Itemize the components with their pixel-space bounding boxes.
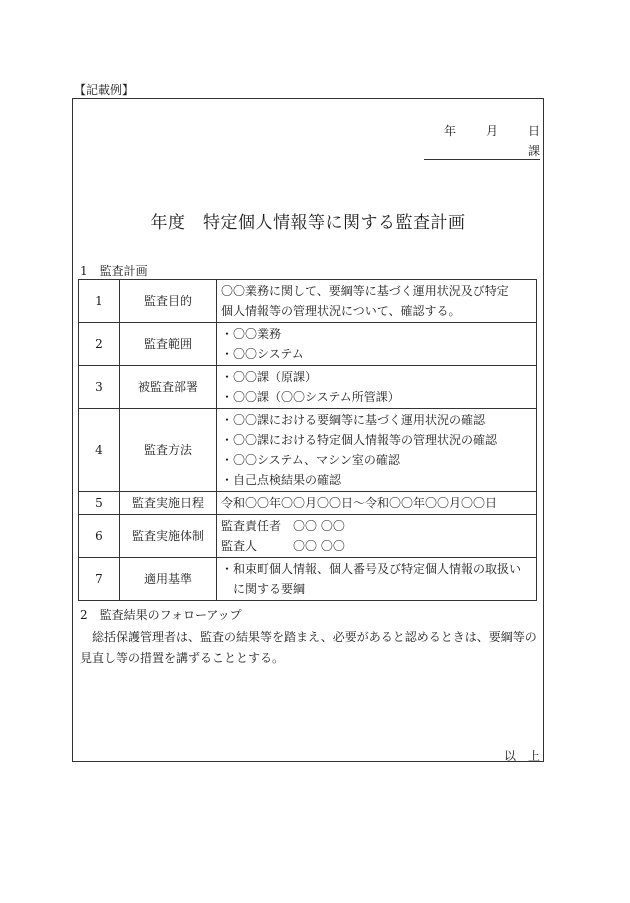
section1-heading: 1 監査計画 [80,264,148,278]
content-line: ・和束町個人情報、個人番号及び特定個人情報の取扱いに関する要綱 [221,562,522,596]
row-number: 7 [79,558,120,601]
document-title: 年度 特定個人情報等に関する監査計画 [150,213,466,233]
content-line: ・〇〇課における要綱等に基づく運用状況の確認 [221,413,486,427]
content-line: ・〇〇業務 [221,327,282,341]
example-label: 【記載例】 [74,83,135,97]
row-content [217,558,537,601]
content-line: ・〇〇課における特定個人情報等の管理状況の確認 [221,433,498,447]
row-item: 監査方法 [120,409,217,492]
month-label: 月 [485,124,498,138]
row-item: 監査範囲 [120,323,217,366]
table-row [79,323,537,366]
content-line: ・〇〇システム [221,347,304,361]
section-line [424,143,540,160]
closing-mark: 以 上 [503,749,540,763]
row-number: 5 [79,492,120,515]
content-line: ・〇〇システム、マシン室の確認 [221,453,400,467]
table-row [79,366,537,409]
row-number: 2 [79,323,120,366]
content-line: ・〇〇課（〇〇システム所管課） [221,390,400,404]
table-row [79,492,537,515]
content-line: 個人情報等の管理状況について、確認する。 [221,304,461,318]
section-label: 課 [527,144,540,158]
table-row [79,558,537,601]
table-row [79,515,537,558]
section2-heading: 2 監査結果のフォローアップ [80,608,242,622]
row-item: 監査目的 [120,280,217,323]
content-line: 令和〇〇年〇〇月〇〇日～令和〇〇年〇〇月〇〇日 [221,496,498,510]
table-row [79,280,537,323]
row-item: 監査実施体制 [120,515,217,558]
section2-body: 総括保護管理者は、監査の結果等を踏まえ、必要があると認めるときは、要綱等の見直し等の措置を講ずることとする。 [80,630,537,665]
row-number: 6 [79,515,120,558]
table-row [79,409,537,492]
row-number: 1 [79,280,120,323]
row-content [217,492,537,515]
content-line: 監査人 〇〇 〇〇 [221,539,345,553]
date-line [444,122,540,139]
row-content [217,515,537,558]
row-item: 被監査部署 [120,366,217,409]
row-item: 適用基準 [120,558,217,601]
row-number: 4 [79,409,120,492]
audit-plan-table [78,279,537,601]
content-line: ・自己点検結果の確認 [221,473,342,487]
row-content [217,280,537,323]
row-content [217,323,537,366]
day-label: 日 [527,124,540,138]
row-content [217,366,537,409]
content-line: ・〇〇課（原課） [221,370,318,384]
row-number: 3 [79,366,120,409]
row-content [217,409,537,492]
content-line: 〇〇業務に関して、要綱等に基づく運用状況及び特定 [221,284,509,298]
row-item: 監査実施日程 [120,492,217,515]
content-line: 監査責任者 〇〇 〇〇 [221,519,345,533]
year-label: 年 [443,124,456,138]
